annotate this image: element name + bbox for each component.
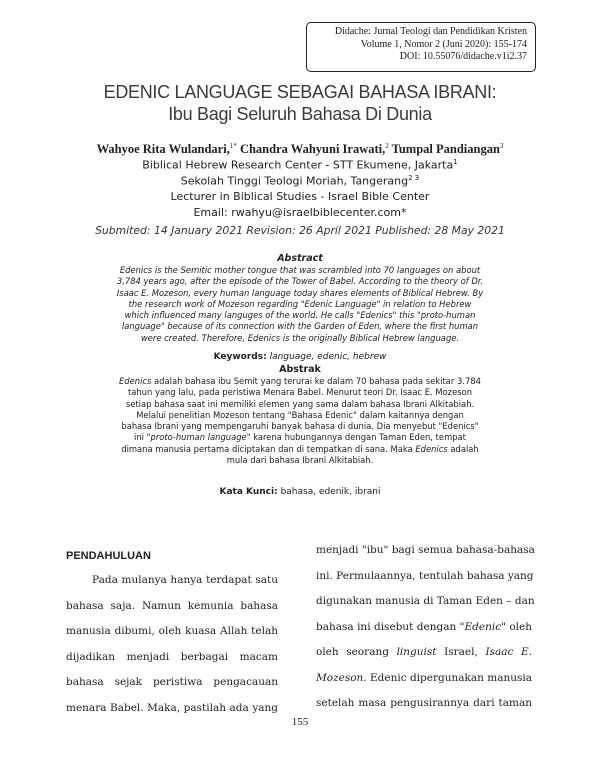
journal-info-box xyxy=(306,22,536,72)
journal-volume: Volume 1, Nomor 2 (Juni 2020): 155-174 xyxy=(360,38,527,50)
journal-name: Didache: Jurnal Teologi dan Pendidikan Kristen xyxy=(334,26,527,37)
abstrak-em: proto-human language xyxy=(150,432,247,443)
keywords-indonesian xyxy=(0,487,600,497)
title-line-1: EDENIC LANGUAGE SEBAGAI BAHASA IBRANI: xyxy=(103,82,497,102)
author-3: Tumpal Pandiangan xyxy=(388,142,500,157)
keywords-label: Keywords: xyxy=(213,352,267,362)
author-1: Wahyoe Rita Wulandari, xyxy=(96,142,230,157)
abstrak-text: adalah bahasa ibu Semit yang terurai ke dalam 70 bahasa pada sekitar 3.784 xyxy=(151,376,481,386)
abstrak-line xyxy=(105,376,495,387)
keywords-english xyxy=(0,352,600,362)
body-line xyxy=(316,615,532,641)
body-line: setelah masa pengusirannya dari taman xyxy=(316,697,532,709)
affiliation-1 xyxy=(0,158,600,172)
submission-dates: Submited: 14 January 2021 Revision: 26 April 2021 Published: 28 May 2021 xyxy=(95,224,505,237)
abstrak-line xyxy=(105,432,495,443)
body-line xyxy=(316,666,532,692)
affiliation-1-text: Biblical Hebrew Research Center - STT Ekumene, Jakarta xyxy=(142,158,454,172)
affiliation-2-text: Sekolah Tinggi Teologi Moriah, Tangerang xyxy=(180,174,409,188)
author-1-sup: 1* xyxy=(229,142,237,150)
abstrak-line: mula dari bahasa Ibrani Alkitabiah. xyxy=(226,455,374,466)
abstract-heading: Abstract xyxy=(277,253,323,264)
abstract-en-line: Edenics is the Semitic mother tongue that was scrambled into 70 languages on about xyxy=(119,265,481,275)
body-text: " oleh xyxy=(501,620,533,633)
title-line-2: Ibu Bagi Seluruh Bahasa Di Dunia xyxy=(168,104,432,124)
body-line: dijadikan menjadi berbagai macam xyxy=(66,650,278,663)
keywords-value: language, edenic, hebrew xyxy=(269,352,387,362)
body-line: ini. Permulaannya, tentulah bahasa yang xyxy=(316,569,534,582)
body-em: Mozeson. xyxy=(316,671,367,684)
author-email: Email: rwahyu@israelbiblecenter.com* xyxy=(193,206,407,219)
abstrak-em: Edenics xyxy=(119,376,152,386)
body-text: Edenic dipergunakan manusia xyxy=(366,671,532,684)
affiliation-2 xyxy=(0,174,600,188)
body-em: Edenic xyxy=(464,620,502,633)
abstract-en-line: language" because of its connection with the Garden of Eden, where the first human xyxy=(121,321,479,332)
abstrak-line xyxy=(105,444,495,455)
abstract-indonesian xyxy=(105,376,495,466)
page-number: 155 xyxy=(291,716,309,728)
body-text: oleh seorang xyxy=(316,646,397,658)
body-em: Isaac E. xyxy=(485,646,532,658)
abstract-en-line: the research work of Mozeson regarding "Edenic Language" in relation to Hebrew xyxy=(128,298,472,309)
abstract-en-line: were created. Therefore, Edenics is the originally Biblical Hebrew language. xyxy=(140,332,460,343)
kata-kunci-label: Kata Kunci: xyxy=(219,487,278,497)
abstract-english xyxy=(105,265,495,344)
body-text: bahasa ini disebut dengan " xyxy=(316,620,465,633)
abstract-en-line: 3,784 years ago, after the episode of the Tower of Babel. According to the theory of Dr. xyxy=(116,276,484,287)
body-em: linguist xyxy=(396,646,437,658)
body-line: bahasa sejak peristiwa pengacauan xyxy=(66,676,278,688)
author-list xyxy=(0,142,600,157)
abstract-en-line: Isaac E. Mozeson, every human language today shares elements of Biblical Hebrew. By xyxy=(116,287,484,298)
abstrak-em: Edenics xyxy=(415,443,448,454)
body-left-column xyxy=(66,550,278,721)
body-text: Israel, xyxy=(436,646,486,658)
body-line: menara Babel. Maka, pastilah ada yang xyxy=(66,701,278,714)
abstrak-text: adalah xyxy=(447,443,479,454)
body-line: digunakan manusia di Taman Eden – dan xyxy=(316,595,535,607)
affiliation-1-sup: 1 xyxy=(453,158,458,166)
kata-kunci-value: bahasa, edenik, ibrani xyxy=(277,487,381,497)
abstrak-line: Melalui penelitian Mozeson tentang "Bahasa Edenic" dalam kaitannya dengan xyxy=(136,409,464,420)
author-3-sup: 3 xyxy=(499,142,504,150)
abstrak-line: bahasa Ibrani yang mempengaruhi banyak bahasa di dunia. Dia menyebut "Edenics" xyxy=(121,421,479,432)
abstrak-line: tahun yang lalu, pada peristiwa Menara Babel. Menurut teori Dr. Isaac E. Mozeson xyxy=(127,387,473,398)
body-line: manusia dibumi, oleh kuasa Allah telah xyxy=(66,625,278,637)
author-2: Chandra Wahyuni Irawati, xyxy=(236,142,386,157)
abstrak-text: " karena hubungannya dengan Taman Eden, tempat xyxy=(246,432,466,443)
abstrak-text: ini " xyxy=(134,432,151,443)
abstrak-line: setiap bahasa saat ini memiliki elemen yang sama dalam bahasa Ibrani Alkitabiah. xyxy=(125,398,475,409)
body-line: bahasa saja. Namun kemunia bahasa xyxy=(66,599,278,612)
section-heading: PENDAHULUAN xyxy=(66,550,151,562)
abstract-en-line: which influenced many languges of the world. He calls "Edenics" this "proto-human xyxy=(124,310,476,321)
abstrak-text: dimana manusia pertama diciptakan dan di tempatkan di sana. Maka xyxy=(121,443,416,454)
abstrak-heading: Abstrak xyxy=(279,364,321,375)
body-right-column xyxy=(316,538,535,717)
body-line: Pada mulanya hanya terdapat satu xyxy=(92,574,278,586)
body-line: menjadi "ibu" bagi semua bahasa-bahasa xyxy=(316,544,535,556)
journal-doi: DOI: 10.55076/didache.v1i2.37 xyxy=(399,51,527,62)
author-2-sup: 2 xyxy=(385,142,389,150)
body-line xyxy=(316,640,532,666)
affiliation-3: Lecturer in Biblical Studies - Israel Bible Center xyxy=(170,190,430,203)
affiliation-2-sup: 2 3 xyxy=(408,174,420,182)
